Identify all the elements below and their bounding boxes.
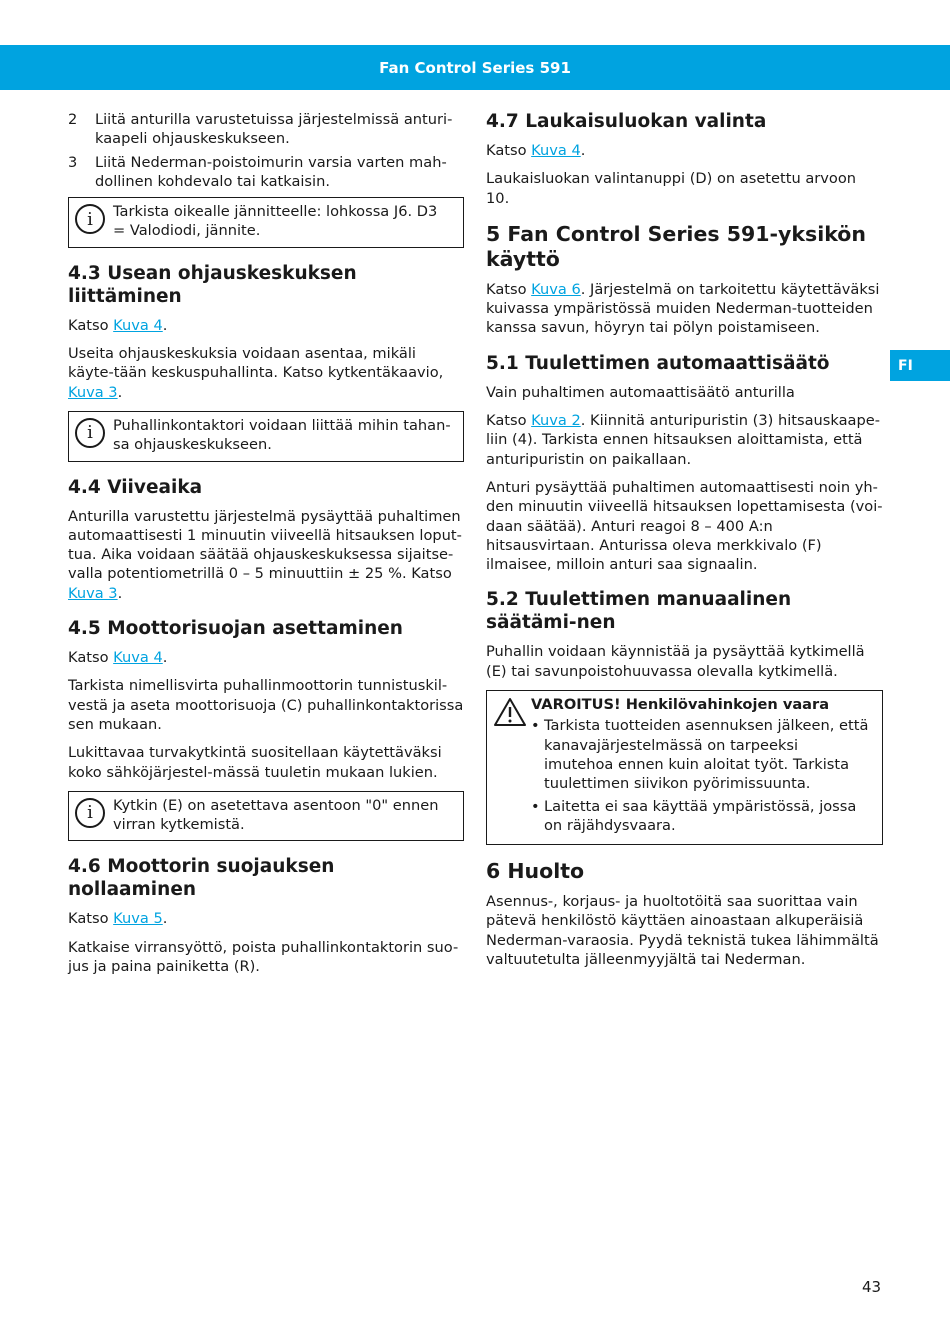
see-figure-text: Katso Kuva 5. <box>68 910 168 928</box>
step-list <box>68 110 464 191</box>
left-column <box>68 110 464 985</box>
paragraph: Tarkista nimellisvirta puhallinmoottorin tunnistuskil-vestä ja aseta moottorisuoja (C) puhallinkontaktorissa sen mukaan. <box>68 677 464 733</box>
right-column <box>486 110 883 978</box>
info-note-text: Tarkista oikealle jännitteelle: lohkossa J6. D3 = Valodiodi, jännite. <box>113 203 438 240</box>
paragraph: Anturilla varustettu järjestelmä pysäyttää puhaltimen automaattisesti 1 minuutin viiveellä hitsauksen loput-tua. Aika voidaan säätää ohjauskeskuksessa sijaitse-valla potentiometrillä 0 – 5 minuuttiin ± 25 %. Katso Kuva 3. <box>68 507 462 602</box>
section-heading-4-4: 4.4 Viiveaika <box>68 476 203 498</box>
paragraph: Laukaisluokan valintanuppi (D) on asetettu arvoon 10. <box>486 170 857 207</box>
warning-item: • Tarkista tuotteiden asennuksen jälkeen, että kanavajärjestelmässä on tarpeeksi imutehoa ennen kuin aloitat työt. Tarkista tuulettimen siivikon pyörimissuunta. <box>531 717 869 793</box>
figure-link[interactable]: Kuva 4 <box>113 316 163 334</box>
step-text: Liitä anturilla varustetuissa järjestelmissä anturi-kaapeli ohjauskeskukseen. <box>95 111 453 148</box>
info-icon: i <box>75 798 105 828</box>
step-item <box>68 110 464 149</box>
warning-box <box>486 690 883 845</box>
info-icon: i <box>75 204 105 234</box>
paragraph: Vain puhaltimen automaattisäätö anturilla <box>486 383 795 401</box>
section-heading-4-6: 4.6 Moottorin suojauksen nollaaminen <box>68 856 335 901</box>
paragraph: Katkaise virransyöttö, poista puhallinkontaktorin suo-jus ja paina painiketta (R). <box>68 938 459 976</box>
section-heading-4-5: 4.5 Moottorisuojan asettaminen <box>68 618 403 640</box>
language-tab-label: FI <box>898 357 913 374</box>
document-header-title: Fan Control Series 591 <box>379 58 571 77</box>
info-note <box>68 197 464 248</box>
figure-link[interactable]: Kuva 5 <box>113 910 163 928</box>
warning-triangle-icon <box>493 697 527 727</box>
paragraph: Katso Kuva 2. Kiinnitä anturipuristin (3) hitsauskaape-liin (4). Tarkista ennen hitsauksen aloittamista, että anturipuristin on paikallaan. <box>486 412 880 468</box>
warning-title: VAROITUS! Henkilövahinkojen vaara <box>531 696 830 714</box>
figure-link[interactable]: Kuva 2 <box>531 412 581 430</box>
section-heading-4-7: 4.7 Laukaisuluokan valinta <box>486 111 767 132</box>
info-note <box>68 791 464 842</box>
step-number: 3 <box>68 153 78 171</box>
figure-link[interactable]: Kuva 4 <box>531 142 581 159</box>
step-item <box>68 153 464 192</box>
document-header <box>0 45 950 90</box>
step-text: Liitä Nederman-poistoimurin varsia varten mah-dollinen kohdevalo tai katkaisin. <box>95 153 447 190</box>
paragraph: Katso Kuva 6. Järjestelmä on tarkoitettu käytettäväksi kuivassa ympäristössä muiden Nederman-tuotteiden kanssa savun, höyryn tai pölyn poistamiseen. <box>486 280 880 337</box>
figure-link[interactable]: Kuva 3 <box>68 584 118 602</box>
warning-list <box>531 716 872 835</box>
section-heading-6: 6 Huolto <box>486 859 585 884</box>
paragraph: Asennus-, korjaus- ja huoltotöitä saa suorittaa vain pätevä henkilöstö käyttäen ainoastaan alkuperäisiä Nederman-varaosia. Pyydä teknistä tukea lähimmältä valtuutetulta jälleenmyyjältä tai Nederman. <box>486 893 879 969</box>
info-note-text: Puhallinkontaktori voidaan liittää mihin tahan-sa ohjauskeskukseen. <box>113 416 451 454</box>
section-heading-5: 5 Fan Control Series 591-yksikön käyttö <box>486 221 866 271</box>
paragraph: Useita ohjauskeskuksia voidaan asentaa, mikäli käyte-tään keskuspuhallinta. Katso kytkentäkaavio, Kuva 3. <box>68 345 444 401</box>
page-number: 43 <box>862 1278 882 1296</box>
language-tab <box>890 350 950 381</box>
info-note-text: Kytkin (E) on asetettava asentoon "0" ennen virran kytkemistä. <box>113 796 439 834</box>
info-note <box>68 411 464 462</box>
section-heading-5-2: 5.2 Tuulettimen manuaalinen säätämi-nen <box>486 589 792 634</box>
section-heading-5-1: 5.1 Tuulettimen automaattisäätö <box>486 352 830 374</box>
paragraph: Puhallin voidaan käynnistää ja pysäyttää kytkimellä (E) tai savunpoistohuuvassa olevalla kytkimellä. <box>486 643 865 680</box>
see-figure-text: Katso Kuva 4. <box>486 142 586 159</box>
paragraph: Anturi pysäyttää puhaltimen automaattisesti noin yh-den minuutin viiveellä hitsauksen lopettamisesta (voi-daan säätää). Anturi reagoi 8 – 400 A:n hitsausvirtaan. Anturissa oleva merkkivalo (F) ilmaisee, milloin anturi saa signaalin. <box>486 478 883 574</box>
section-heading-4-3: 4.3 Usean ohjauskeskuksen liittäminen <box>68 262 357 307</box>
see-figure-text: Katso Kuva 4. <box>68 649 168 667</box>
figure-link[interactable]: Kuva 3 <box>68 383 118 401</box>
see-figure-text: Katso Kuva 4. <box>68 316 168 334</box>
figure-link[interactable]: Kuva 4 <box>113 649 163 667</box>
step-number: 2 <box>68 111 78 128</box>
warning-content <box>531 695 872 838</box>
warning-item: • Laitetta ei saa käyttää ympäristössä, jossa on räjähdysvaara. <box>531 797 857 834</box>
figure-link[interactable]: Kuva 6 <box>531 280 581 298</box>
paragraph: Lukittavaa turvakytkintä suositellaan käytettäväksi koko sähköjärjestel-mässä tuuletin mukaan lukien. <box>68 744 442 781</box>
info-icon: i <box>75 418 105 448</box>
